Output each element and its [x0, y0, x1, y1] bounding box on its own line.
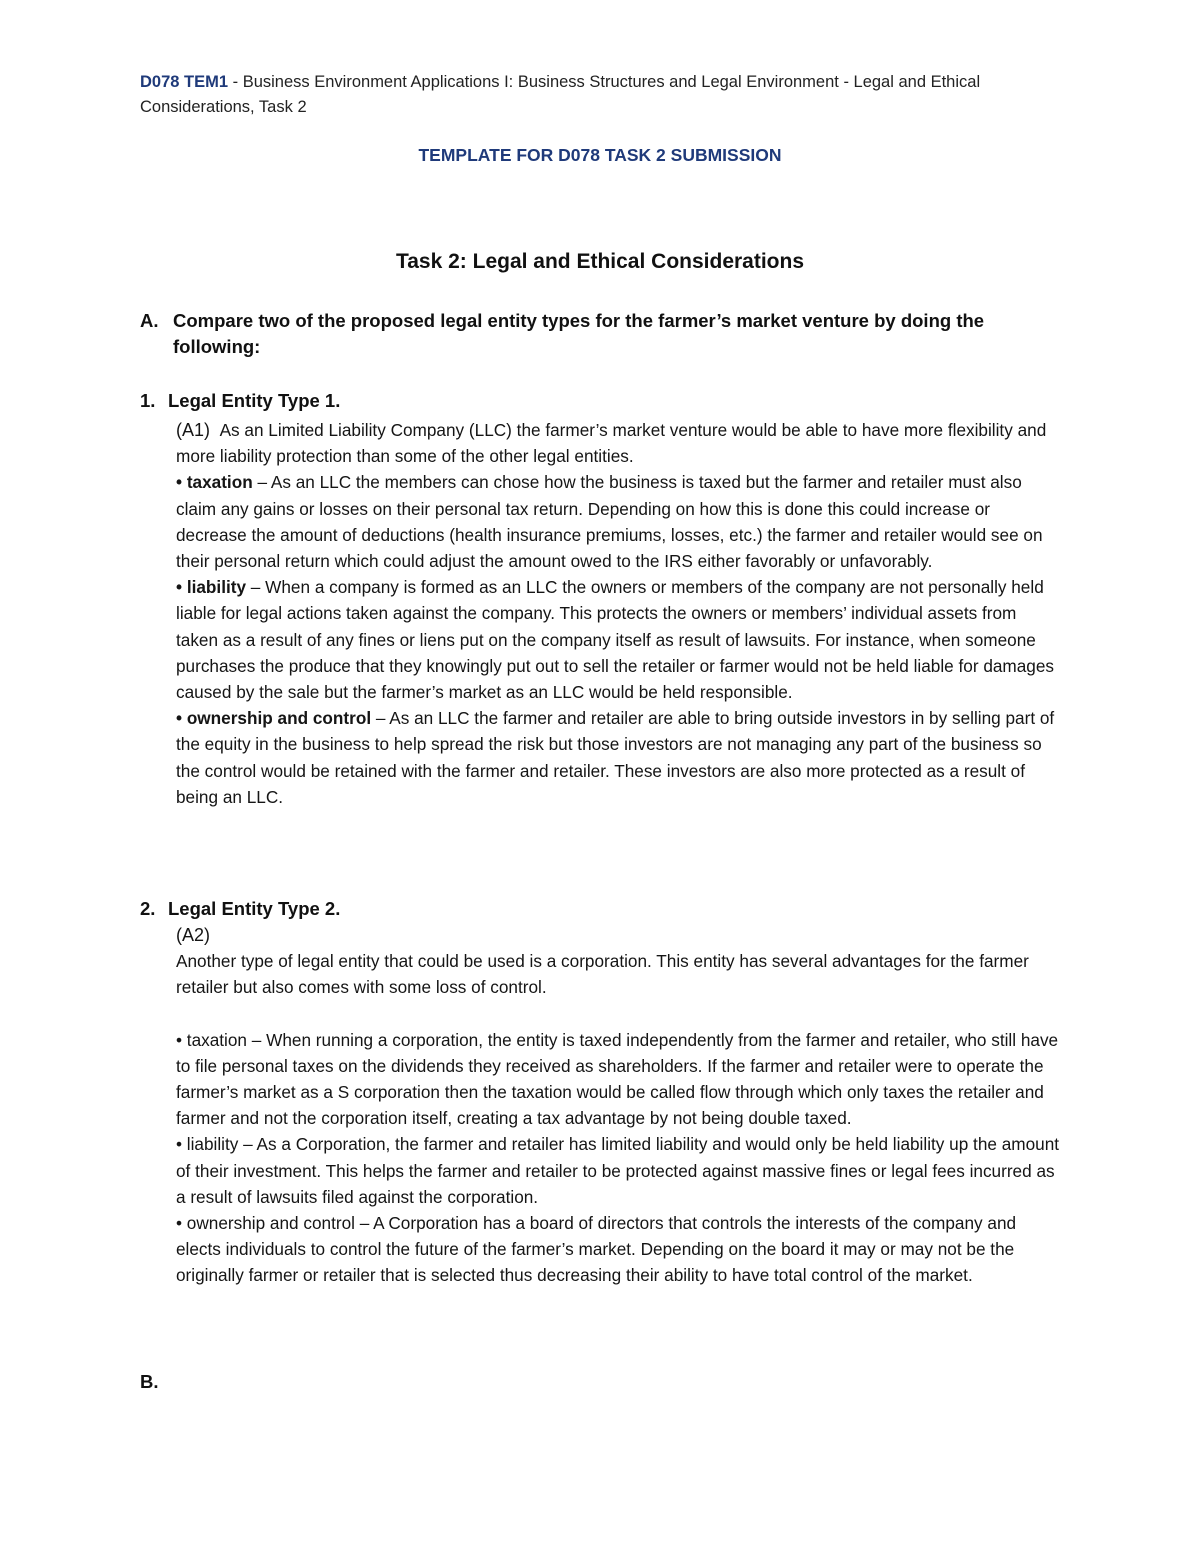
- entity-2-ownership: • ownership and control – A Corporation has a board of directors that controls the interests of the company and elects individuals to control the future of the farmer’s market. Depending on the board it may or may not be the originally farmer or retailer that is selected thus decreasing their ability to have total control of the market.: [176, 1213, 1017, 1286]
- entity-1-ownership-text: – As an LLC the farmer and retailer are able to bring outside investors in by selling part of the equity in the business to help spread the risk but those investors are not managing any part of the business so the control would be retained with the farmer and retailer. These investors are also more protected as a result of being an LLC.: [176, 708, 1055, 807]
- section-a-label: A.: [140, 310, 159, 331]
- entity-2-title: Legal Entity Type 2.: [168, 898, 341, 919]
- entity-2-body: [176, 922, 1061, 1289]
- entity-2-taxation: • taxation – When running a corporation, the entity is taxed independently from the farmer and retailer, who still have to file personal taxes on the dividends they received as shareholders. If the farmer and retailer were to operate the farmer’s market as a S corporation then the taxation would be called flow through which only taxes the retailer and farmer and not the corporation itself, creating a tax advantage by not being double taxed.: [176, 1029, 1059, 1129]
- section-b-label: B.: [140, 1371, 159, 1392]
- section-a-prompt: [140, 308, 1060, 360]
- entity-1-taxation-text: – As an LLC the members can chose how the business is taxed but the farmer and retailer must also claim any gains or losses on their personal tax return. Depending on how this is done this could increase or decrease the amount of deductions (health insurance premiums, losses, etc.) the farmer and retailer would see on their personal return which could adjust the amount owed to the IRS either favorably or unfavorably.: [176, 472, 1043, 572]
- entity-1-tag: (A1): [176, 420, 211, 440]
- entity-1-taxation-label: taxation: [186, 472, 253, 493]
- section-a-text: Compare two of the proposed legal entity types for the farmer’s market venture by doing the following:: [173, 310, 985, 357]
- entity-1-intro-paragraph: [176, 417, 1061, 469]
- entity-1-number: 1.: [140, 390, 156, 411]
- entity-1-ownership-label: ownership and control: [186, 708, 372, 729]
- entity-2-tag: (A2): [176, 925, 211, 945]
- bullet: •: [176, 708, 183, 729]
- entity-1-liability: [176, 574, 1061, 705]
- entity-1-title: Legal Entity Type 1.: [168, 390, 341, 411]
- entity-1-liability-label: liability: [186, 577, 247, 598]
- entity-1-taxation: [176, 469, 1061, 574]
- entity-1-body: [176, 417, 1061, 810]
- entity-2-intro: Another type of legal entity that could be used is a corporation. This entity has several advantages for the farmer retailer but also comes with some loss of control.: [176, 951, 1029, 998]
- bullet: •: [176, 472, 183, 493]
- entity-1-heading: [140, 388, 1060, 414]
- task-title: Task 2: Legal and Ethical Considerations: [395, 250, 805, 273]
- course-description: - Business Environment Applications I: Business Structures and Legal Environment - Legal and Ethical Considerations, Task 2: [140, 73, 981, 116]
- entity-2-heading: [140, 896, 1060, 922]
- spacer: [176, 1001, 1061, 1027]
- course-header: [140, 70, 1060, 120]
- bullet: •: [176, 577, 183, 598]
- entity-1-liability-text: – When a company is formed as an LLC the owners or members of the company are not personally held liable for legal actions taken against the company. This protects the owners or members’ individual assets from taken as a result of any fines or liens put on the company itself as result of lawsuits. For instance, when someone purchases the produce that they knowingly put out to sell the retailer or farmer would not be held liable for damages caused by the sale but the farmer’s market as an LLC would be held responsible.: [176, 577, 1055, 703]
- template-title: TEMPLATE FOR D078 TASK 2 SUBMISSION: [418, 145, 782, 165]
- entity-2-liability: • liability – As a Corporation, the farmer and retailer has limited liability and would only be held liability up the amount of their investment. This helps the farmer and retailer to be protected against massive fines or legal fees incurred as a result of lawsuits filed against the corporation.: [176, 1134, 1060, 1207]
- entity-1-intro: As an Limited Liability Company (LLC) the farmer’s market venture would be able to have more flexibility and more liability protection than some of the other legal entities.: [176, 420, 1047, 467]
- entity-2-number: 2.: [140, 898, 156, 919]
- entity-1-ownership: [176, 705, 1061, 810]
- course-code: D078 TEM1: [140, 73, 229, 91]
